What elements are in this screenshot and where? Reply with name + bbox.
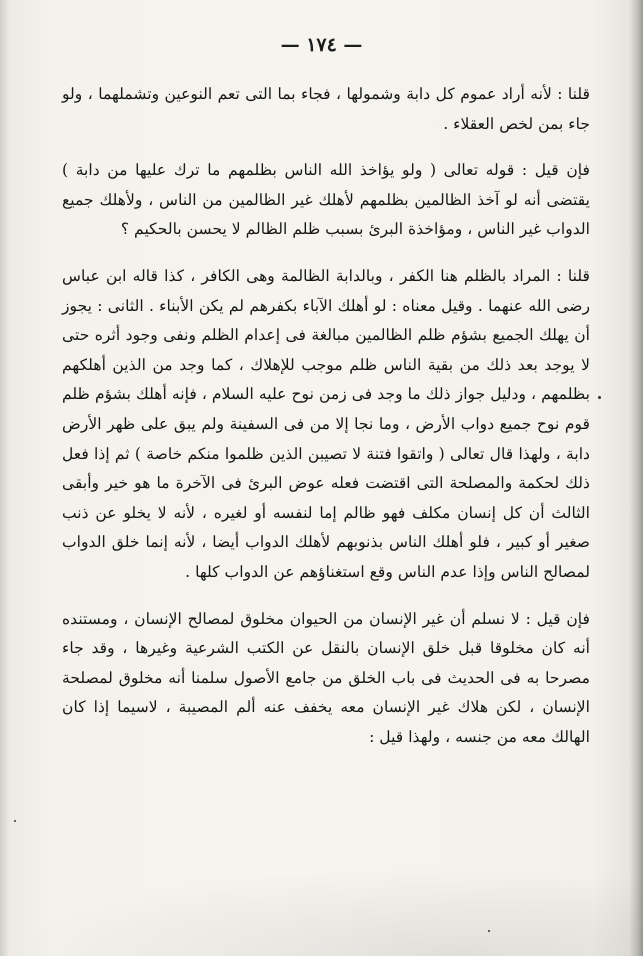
- scan-speck: [14, 820, 16, 822]
- page-left-shadow: [0, 0, 10, 956]
- paragraph-1: قلنا : لأنه أراد عموم كل دابة وشمولها ، فجاء بما التى تعم النوعين وتشملهما ، ولو جاء بمن لخص العقلاء .: [62, 85, 590, 133]
- paragraph-3: قلنا : المراد بالظلم هنا الكفر ، وبالدابة الظالمة وهى الكافر ، كذا قاله ابن عباس رضى الله عنهما . وقيل معناه : لو أهلك الآباء بكفرهم لم يكن الأبناء . الثانى : يجوز أن يهلك الجميع بشؤم ظلم الظالمين مبالغة فى إعدام الظلم ونفى وجود أثره حتى لا يوجد بعد ذلك من بقية الناس ظلم موجب للإهلاك ، كما وجد من الذين أهلكهم بظلمهم ، ودليل جواز ذلك ما وجد فى زمن نوح عليه السلام ، فإنه أهلك بشؤم ظلم قوم نوح جميع دواب الأرض ، وما نجا إلا من فى السفينة ولم يبق على ظهر الأرض دابة ، ولهذا قال تعالى ( واتقوا فتنة لا تصيبن الذين ظلموا منكم خاصة ) ثم إذا فعل ذلك لحكمة والمصلحة التى اقتضت فعله عوض البرئ فى الآخرة ما هو خير وأبقى الثالث أن كل إنسان مكلف فهو ظالم إما لنفسه أو لغيره ، لأنه لا يخلو عن ذنب صغير أو كبير ، فلو أهلك الناس بذنوبهم لأهلك الدواب أيضا ، لأنه إنما خلق الدواب لمصالح الناس وإذا عدم الناس وقع استغناؤهم عن الدواب كلها .: [62, 266, 590, 581]
- page-right-shadow: [629, 0, 643, 956]
- scan-speck: [488, 930, 490, 932]
- paragraph-2: فإن قيل : قوله تعالى ( ولو يؤاخذ الله الناس بظلمهم ما ترك عليها من دابة ) يقتضى أنه لو آخذ الظالمين بظلمهم لأهلك غير الظالمين من الناس ، ولأهلك جميع الدواب غير الناس ، ومؤاخذة البرئ بسبب ظلم الظالم لا يحسن بالحكيم ؟: [62, 161, 590, 239]
- paragraph-4: فإن قيل : لا نسلم أن غير الإنسان من الحيوان مخلوق لمصالح الإنسان ، ومستنده أنه كان مخلوقا قبل خلق الإنسان بالنقل عن الكتب الشرعية وغيرها ، وقد جاء مصرحا به فى الحديث فى باب الخلق من جامع الأصول سلمنا أنه مخلوق لمصلحة الإنسان ، لكن هلاك غير الإنسان معه يخفف عنه ألم المصيبة ، لاسيما إذا كان الهالك معه من جنسه ، ولهذا قيل :: [62, 609, 590, 746]
- scan-speck: [598, 396, 601, 399]
- scan-noise: [0, 866, 643, 956]
- page-number: — ١٧٤ —: [280, 34, 363, 56]
- page-body: [62, 80, 590, 752]
